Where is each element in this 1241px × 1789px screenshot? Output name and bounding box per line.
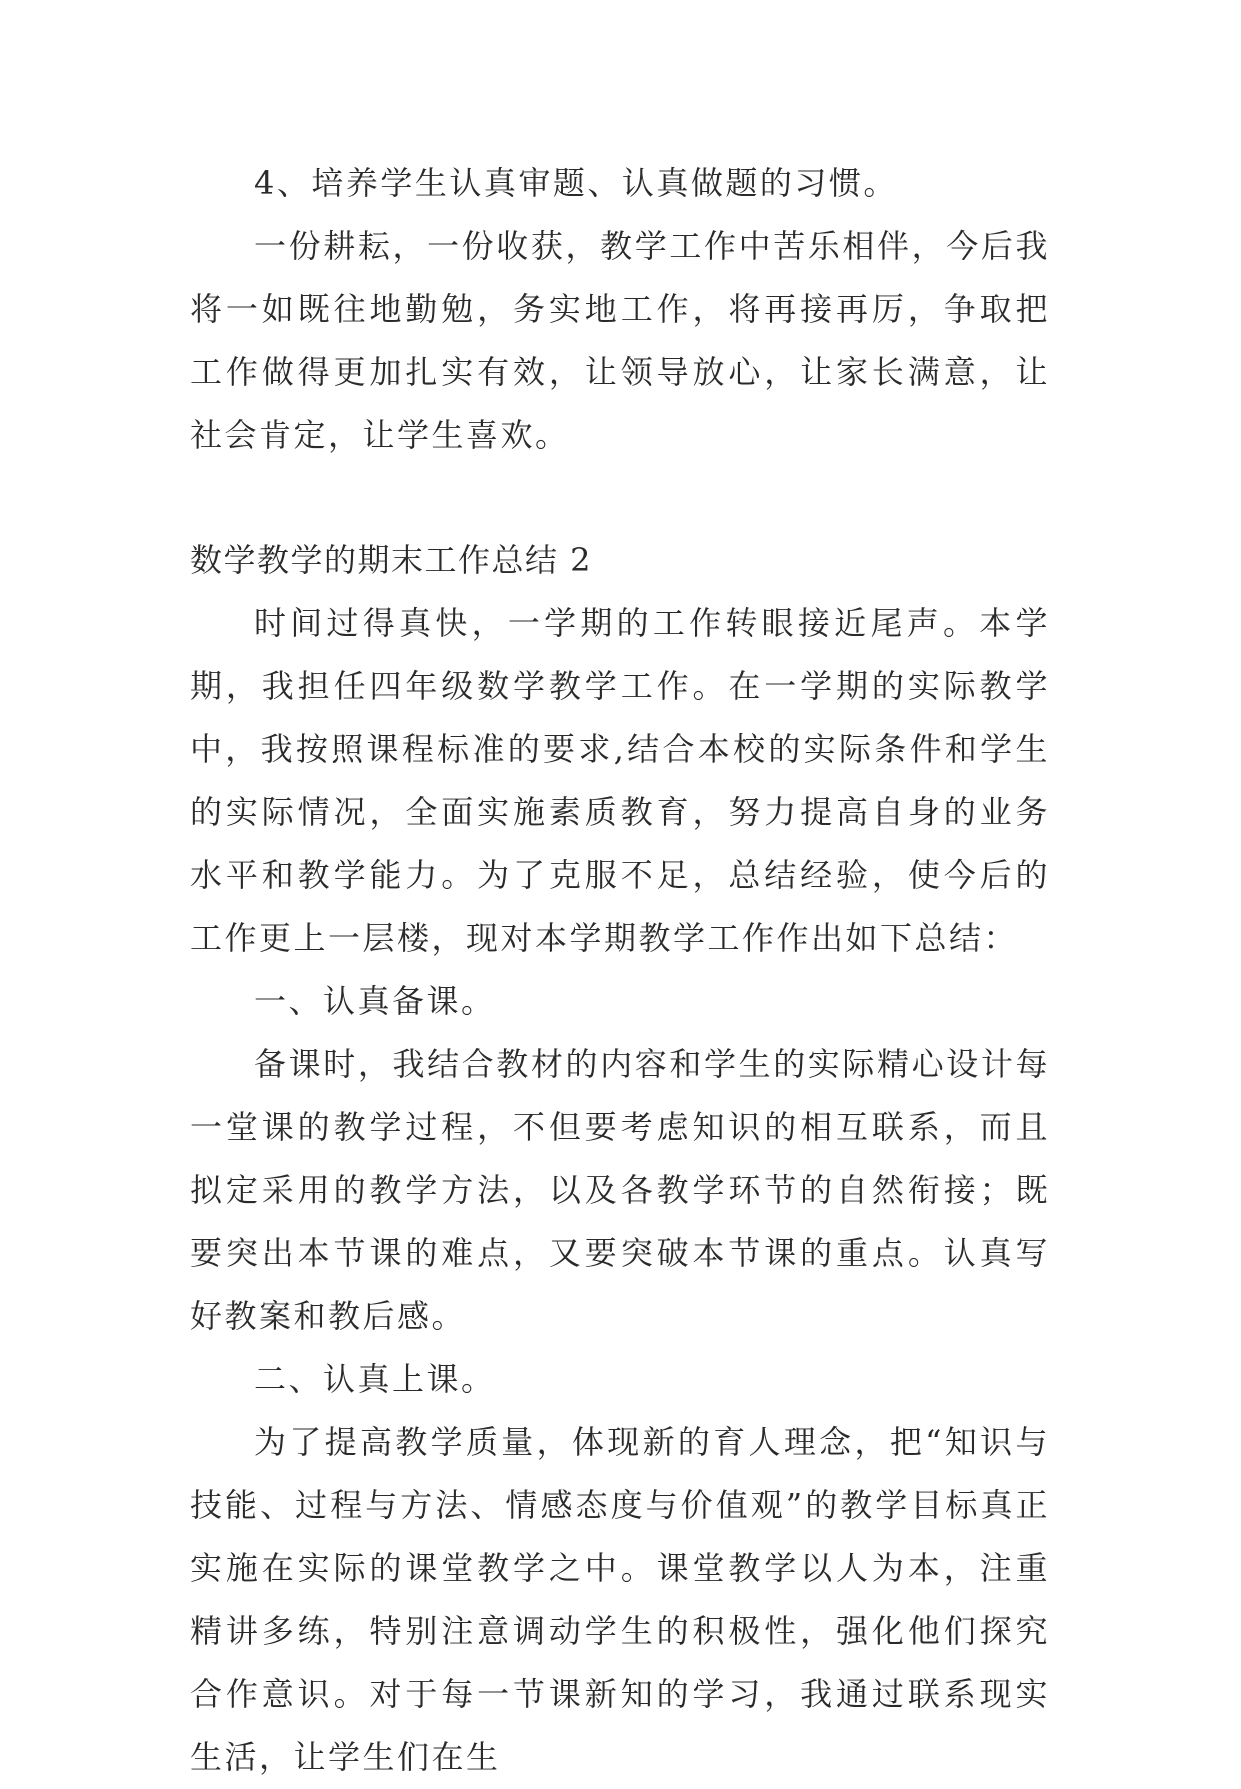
- section-title: 数学教学的期末工作总结 2: [190, 541, 593, 579]
- paragraph-teach-lessons: 为了提高教学质量，体现新的育人理念，把“知识与技能、过程与方法、情感态度与价值观”的教学目标真正实施在实际的课堂教学之中。课堂教学以人为本，注重精讲多练，特别注意调动学生的积极性，强化他们探究合作意识。对于每一节课新知的学习，我通过联系现实生活，让学生们在生: [190, 1423, 1050, 1776]
- document-body: [190, 152, 1050, 1789]
- heading-prepare-lessons: 一、认真备课。: [254, 982, 496, 1020]
- paragraph-closing: 一份耕耘，一份收获，教学工作中苦乐相伴，今后我将一如既往地勤勉，务实地工作，将再接再厉，争取把工作做得更加扎实有效，让领导放心，让家长满意，让社会肯定，让学生喜欢。: [190, 227, 1050, 454]
- paragraph-habit-item: 4、培养学生认真审题、认真做题的习惯。: [254, 164, 898, 202]
- paragraph-prepare-lessons: 备课时，我结合教材的内容和学生的实际精心设计每一堂课的教学过程，不但要考虑知识的相互联系，而且拟定采用的教学方法，以及各教学环节的自然衔接；既要突出本节课的难点，又要突破本节课的重点。认真写好教案和教后感。: [190, 1045, 1050, 1335]
- paragraph-intro: 时间过得真快，一学期的工作转眼接近尾声。本学期，我担任四年级数学教学工作。在一学期的实际教学中，我按照课程标准的要求,结合本校的实际条件和学生的实际情况，全面实施素质教育，努力提高自身的业务水平和教学能力。为了克服不足，总结经验，使今后的工作更上一层楼，现对本学期教学工作作出如下总结：: [190, 604, 1050, 957]
- heading-teach-lessons: 二、认真上课。: [254, 1360, 496, 1398]
